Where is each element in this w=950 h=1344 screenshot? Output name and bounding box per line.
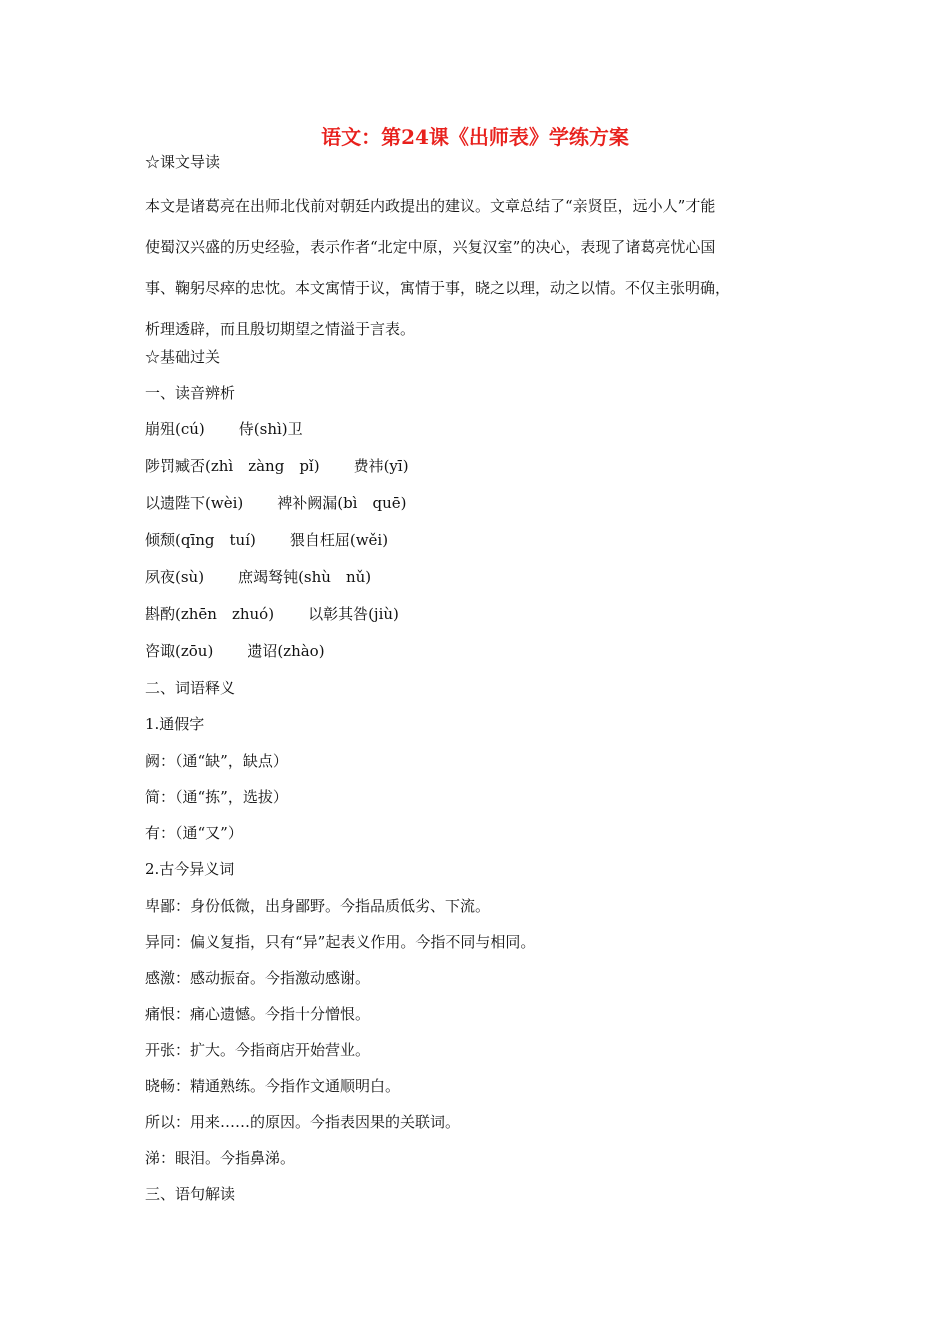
pronunciation-row [145, 641, 325, 661]
subsection-heading: 1.通假字 [145, 715, 205, 733]
pronunciation-item: 遗诏(zhào) [247, 642, 325, 660]
definition-item: 晓畅：精通熟练。今指作文通顺明白。 [145, 1077, 401, 1095]
intro-line: 本文是诸葛亮在出师北伐前对朝廷内政提出的建议。文章总结了“亲贤臣，远小人”才能 [145, 197, 716, 215]
definition-item: 感激：感动振奋。今指激动感谢。 [145, 969, 371, 987]
pronunciation-item: 夙夜(sù) [145, 568, 205, 586]
section3-heading: 三、语句解读 [145, 1185, 236, 1203]
pronunciation-item: 裨补阙漏(bì quē) [277, 494, 407, 512]
intro-heading: ☆课文导读 [145, 153, 221, 171]
pronunciation-item: 崩殂(cú) [145, 420, 205, 438]
definition-item: 异同：偏义复指，只有“异”起表义作用。今指不同与相同。 [145, 933, 536, 951]
basics-heading: ☆基础过关 [145, 348, 221, 366]
definition-item: 涕：眼泪。今指鼻涕。 [145, 1149, 296, 1167]
pronunciation-item: 侍(shì)卫 [238, 420, 303, 438]
pronunciation-row [145, 530, 388, 550]
pronunciation-item: 庶竭驽钝(shù nǔ) [238, 568, 372, 586]
definition-item: 简：（通“拣”，选拔） [145, 788, 288, 806]
pronunciation-item: 猥自枉屈(wěi) [289, 531, 389, 549]
pronunciation-item: 陟罚臧否(zhì zàng pǐ) [145, 457, 320, 475]
definition-item: 所以：用来……的原因。今指表因果的关联词。 [145, 1113, 461, 1131]
definition-item: 开张：扩大。今指商店开始营业。 [145, 1041, 371, 1059]
intro-line: 使蜀汉兴盛的历史经验，表示作者“北定中原，兴复汉室”的决心，表现了诸葛亮忧心国 [145, 238, 716, 256]
pronunciation-item: 咨诹(zōu) [145, 642, 214, 660]
intro-paragraph [145, 186, 809, 350]
definition-item: 阙：（通“缺”，缺点） [145, 752, 288, 770]
pronunciation-item: 以彰其咎(jiù) [308, 605, 399, 623]
definition-item: 痛恨：痛心遗憾。今指十分憎恨。 [145, 1005, 371, 1023]
pronunciation-item: 以遗陛下(wèi) [145, 494, 244, 512]
pronunciation-row [145, 567, 371, 587]
section2-heading: 二、词语释义 [145, 679, 236, 697]
pronunciation-row [145, 419, 303, 439]
section1-heading: 一、读音辨析 [145, 384, 236, 402]
intro-line: 事、鞠躬尽瘁的忠忱。本文寓情于议，寓情于事，晓之以理，动之以情。不仅主张明确， [145, 279, 731, 297]
pronunciation-row [145, 604, 399, 624]
pronunciation-row [145, 493, 406, 513]
subsection-heading: 2.古今异义词 [145, 860, 235, 878]
intro-line: 析理透辟，而且殷切期望之情溢于言表。 [145, 320, 416, 338]
definition-item: 有：（通“又”） [145, 824, 243, 842]
definition-item: 卑鄙：身份低微，出身鄙野。今指品质低劣、下流。 [145, 897, 491, 915]
pronunciation-item: 斟酌(zhēn zhuó) [145, 605, 275, 623]
pronunciation-item: 倾颓(qīng tuí) [145, 531, 256, 549]
pronunciation-item: 费祎(yī) [353, 457, 409, 475]
pronunciation-row [145, 456, 409, 476]
document-title: 语文：第24课《出师表》学练方案 [321, 125, 629, 149]
